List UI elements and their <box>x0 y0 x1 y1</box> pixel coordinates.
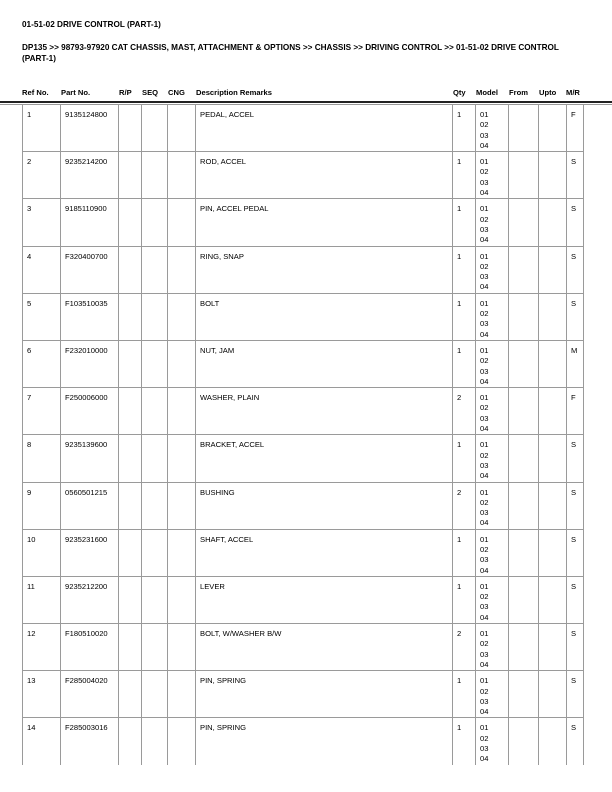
from-cell <box>509 105 539 152</box>
rp-cell <box>119 246 142 293</box>
qty-cell: 1 <box>453 199 476 246</box>
cng-cell <box>168 624 196 671</box>
from-cell <box>509 152 539 199</box>
cng-cell <box>168 105 196 152</box>
model-code: 04 <box>480 140 489 150</box>
header-mr: M/R <box>566 88 580 97</box>
header-upto: Upto <box>539 88 557 97</box>
part-no-cell: 9135124800 <box>61 105 119 152</box>
mr-cell: S <box>567 718 584 765</box>
from-cell <box>509 199 539 246</box>
qty-cell: 1 <box>453 718 476 765</box>
model-code: 03 <box>480 224 489 234</box>
ref-no-cell: 14 <box>23 718 61 765</box>
model-code: 02 <box>480 544 489 554</box>
table-row[interactable] <box>23 435 584 482</box>
ref-no-cell: 9 <box>23 482 61 529</box>
part-no-cell: F250006000 <box>61 388 119 435</box>
model-cell <box>476 435 509 482</box>
qty-cell: 1 <box>453 105 476 152</box>
seq-cell <box>142 105 168 152</box>
header-cng: CNG <box>168 88 185 97</box>
cng-cell <box>168 152 196 199</box>
model-cell <box>476 199 509 246</box>
model-code: 02 <box>480 214 489 224</box>
mr-cell: F <box>567 105 584 152</box>
table-row[interactable] <box>23 340 584 387</box>
model-code: 01 <box>480 298 489 308</box>
mr-cell: S <box>567 152 584 199</box>
model-code: 01 <box>480 676 489 686</box>
from-cell <box>509 435 539 482</box>
ref-no-cell: 1 <box>23 105 61 152</box>
model-code: 02 <box>480 733 489 743</box>
upto-cell <box>539 435 567 482</box>
ref-no-cell: 10 <box>23 529 61 576</box>
model-cell <box>476 105 509 152</box>
description-cell: WASHER, PLAIN <box>196 388 453 435</box>
model-code: 04 <box>480 659 489 669</box>
model-code: 04 <box>480 376 489 386</box>
mr-cell: S <box>567 529 584 576</box>
model-code: 04 <box>480 424 489 434</box>
description-cell: BOLT <box>196 293 453 340</box>
description-cell: PIN, SPRING <box>196 671 453 718</box>
rp-cell <box>119 718 142 765</box>
cng-cell <box>168 671 196 718</box>
seq-cell <box>142 482 168 529</box>
part-no-cell: F232010000 <box>61 340 119 387</box>
part-no-cell: F285004020 <box>61 671 119 718</box>
header-ref-no: Ref No. <box>22 88 49 97</box>
model-code: 01 <box>480 629 489 639</box>
mr-cell: M <box>567 340 584 387</box>
rp-cell <box>119 435 142 482</box>
model-code: 02 <box>480 592 489 602</box>
from-cell <box>509 340 539 387</box>
upto-cell <box>539 388 567 435</box>
model-code: 01 <box>480 581 489 591</box>
model-code: 04 <box>480 754 489 764</box>
model-code: 04 <box>480 329 489 339</box>
upto-cell <box>539 529 567 576</box>
qty-cell: 1 <box>453 152 476 199</box>
seq-cell <box>142 529 168 576</box>
upto-cell <box>539 624 567 671</box>
rp-cell <box>119 152 142 199</box>
model-code: 03 <box>480 366 489 376</box>
model-cell <box>476 576 509 623</box>
model-code: 03 <box>480 508 489 518</box>
ref-no-cell: 5 <box>23 293 61 340</box>
description-cell: PIN, ACCEL PEDAL <box>196 199 453 246</box>
model-cell <box>476 482 509 529</box>
model-code: 02 <box>480 639 489 649</box>
ref-no-cell: 8 <box>23 435 61 482</box>
cng-cell <box>168 576 196 623</box>
seq-cell <box>142 435 168 482</box>
upto-cell <box>539 340 567 387</box>
description-cell: ROD, ACCEL <box>196 152 453 199</box>
cng-cell <box>168 199 196 246</box>
breadcrumb: DP135 >> 98793-97920 CAT CHASSIS, MAST, ATTACHMENT & OPTIONS >> CHASSIS >> DRIVING CONTROL >> 01-51-02 DRIVE CONTROL (PART-1) <box>22 43 559 63</box>
qty-cell: 1 <box>453 671 476 718</box>
ref-no-cell: 4 <box>23 246 61 293</box>
rp-cell <box>119 293 142 340</box>
seq-cell <box>142 246 168 293</box>
model-cell <box>476 293 509 340</box>
upto-cell <box>539 293 567 340</box>
description-cell: BOLT, W/WASHER B/W <box>196 624 453 671</box>
rp-cell <box>119 671 142 718</box>
cng-cell <box>168 293 196 340</box>
table-header <box>0 88 612 100</box>
mr-cell: S <box>567 671 584 718</box>
table-row[interactable] <box>23 529 584 576</box>
upto-cell <box>539 576 567 623</box>
part-no-cell: 9235212200 <box>61 576 119 623</box>
model-code: 03 <box>480 130 489 140</box>
table-row[interactable] <box>23 482 584 529</box>
model-code: 04 <box>480 518 489 528</box>
model-code: 03 <box>480 319 489 329</box>
mr-cell: S <box>567 576 584 623</box>
from-cell <box>509 624 539 671</box>
upto-cell <box>539 482 567 529</box>
rp-cell <box>119 199 142 246</box>
seq-cell <box>142 718 168 765</box>
part-no-cell: F285003016 <box>61 718 119 765</box>
model-code: 02 <box>480 120 489 130</box>
header-rp: R/P <box>119 88 132 97</box>
part-no-cell: F320400700 <box>61 246 119 293</box>
seq-cell <box>142 293 168 340</box>
from-cell <box>509 482 539 529</box>
seq-cell <box>142 624 168 671</box>
model-cell <box>476 340 509 387</box>
mr-cell: S <box>567 293 584 340</box>
ref-no-cell: 13 <box>23 671 61 718</box>
from-cell <box>509 718 539 765</box>
upto-cell <box>539 671 567 718</box>
description-cell: PEDAL, ACCEL <box>196 105 453 152</box>
qty-cell: 2 <box>453 482 476 529</box>
model-code: 02 <box>480 403 489 413</box>
header-model: Model <box>476 88 498 97</box>
model-code: 01 <box>480 251 489 261</box>
cng-cell <box>168 529 196 576</box>
model-code: 04 <box>480 707 489 717</box>
header-part-no: Part No. <box>61 88 91 97</box>
seq-cell <box>142 671 168 718</box>
mr-cell: S <box>567 624 584 671</box>
description-cell: SHAFT, ACCEL <box>196 529 453 576</box>
model-code: 04 <box>480 188 489 198</box>
from-cell <box>509 388 539 435</box>
part-no-cell: 9235214200 <box>61 152 119 199</box>
part-no-cell: F180510020 <box>61 624 119 671</box>
seq-cell <box>142 576 168 623</box>
description-cell: NUT, JAM <box>196 340 453 387</box>
cng-cell <box>168 435 196 482</box>
table-row[interactable] <box>23 576 584 623</box>
ref-no-cell: 7 <box>23 388 61 435</box>
qty-cell: 1 <box>453 435 476 482</box>
from-cell <box>509 293 539 340</box>
seq-cell <box>142 152 168 199</box>
model-code: 03 <box>480 649 489 659</box>
qty-cell: 2 <box>453 388 476 435</box>
parts-table <box>22 104 584 765</box>
part-no-cell: 9235139600 <box>61 435 119 482</box>
model-cell <box>476 718 509 765</box>
rp-cell <box>119 340 142 387</box>
model-code: 04 <box>480 565 489 575</box>
qty-cell: 2 <box>453 624 476 671</box>
upto-cell <box>539 152 567 199</box>
model-code: 03 <box>480 602 489 612</box>
model-code: 02 <box>480 686 489 696</box>
mr-cell: S <box>567 246 584 293</box>
rp-cell <box>119 576 142 623</box>
ref-no-cell: 11 <box>23 576 61 623</box>
description-cell: BUSHING <box>196 482 453 529</box>
from-cell <box>509 529 539 576</box>
table-row[interactable] <box>23 293 584 340</box>
model-code: 02 <box>480 356 489 366</box>
model-code: 03 <box>480 413 489 423</box>
mr-cell: S <box>567 199 584 246</box>
seq-cell <box>142 199 168 246</box>
description-cell: BRACKET, ACCEL <box>196 435 453 482</box>
seq-cell <box>142 388 168 435</box>
table-row[interactable] <box>23 671 584 718</box>
cng-cell <box>168 718 196 765</box>
header-from: From <box>509 88 528 97</box>
ref-no-cell: 3 <box>23 199 61 246</box>
model-code: 04 <box>480 235 489 245</box>
from-cell <box>509 671 539 718</box>
model-code: 01 <box>480 204 489 214</box>
table-row[interactable] <box>23 199 584 246</box>
ref-no-cell: 6 <box>23 340 61 387</box>
description-cell: PIN, SPRING <box>196 718 453 765</box>
qty-cell: 1 <box>453 529 476 576</box>
qty-cell: 1 <box>453 246 476 293</box>
model-cell <box>476 624 509 671</box>
part-no-cell: 0560501215 <box>61 482 119 529</box>
cng-cell <box>168 388 196 435</box>
model-code: 01 <box>480 393 489 403</box>
header-seq: SEQ <box>142 88 159 97</box>
model-code: 02 <box>480 261 489 271</box>
model-cell <box>476 671 509 718</box>
seq-cell <box>142 340 168 387</box>
model-code: 04 <box>480 282 489 292</box>
mr-cell: S <box>567 482 584 529</box>
model-code: 01 <box>480 723 489 733</box>
part-no-cell: 9185110900 <box>61 199 119 246</box>
upto-cell <box>539 199 567 246</box>
header-qty: Qty <box>453 88 466 97</box>
part-no-cell: 9235231600 <box>61 529 119 576</box>
table-row[interactable] <box>23 388 584 435</box>
table-row[interactable] <box>23 718 584 765</box>
upto-cell <box>539 105 567 152</box>
rp-cell <box>119 482 142 529</box>
cng-cell <box>168 246 196 293</box>
model-code: 04 <box>480 471 489 481</box>
page-title: 01-51-02 DRIVE CONTROL (PART-1) <box>22 20 161 29</box>
table-row[interactable] <box>23 246 584 293</box>
description-cell: RING, SNAP <box>196 246 453 293</box>
header-description: Description Remarks <box>196 88 272 97</box>
model-code: 01 <box>480 534 489 544</box>
upto-cell <box>539 246 567 293</box>
mr-cell: F <box>567 388 584 435</box>
mr-cell: S <box>567 435 584 482</box>
ref-no-cell: 2 <box>23 152 61 199</box>
table-row[interactable] <box>23 105 584 152</box>
model-code: 04 <box>480 612 489 622</box>
model-code: 01 <box>480 345 489 355</box>
rp-cell <box>119 529 142 576</box>
qty-cell: 1 <box>453 340 476 387</box>
model-cell <box>476 246 509 293</box>
model-code: 02 <box>480 167 489 177</box>
rp-cell <box>119 105 142 152</box>
model-cell <box>476 152 509 199</box>
model-code: 03 <box>480 696 489 706</box>
cng-cell <box>168 340 196 387</box>
model-code: 01 <box>480 157 489 167</box>
model-code: 03 <box>480 460 489 470</box>
model-code: 01 <box>480 110 489 119</box>
rp-cell <box>119 388 142 435</box>
qty-cell: 1 <box>453 576 476 623</box>
from-cell <box>509 246 539 293</box>
model-cell <box>476 529 509 576</box>
rp-cell <box>119 624 142 671</box>
model-code: 01 <box>480 487 489 497</box>
table-row[interactable] <box>23 624 584 671</box>
model-code: 03 <box>480 555 489 565</box>
from-cell <box>509 576 539 623</box>
model-code: 03 <box>480 177 489 187</box>
upto-cell <box>539 718 567 765</box>
model-code: 03 <box>480 272 489 282</box>
model-code: 02 <box>480 309 489 319</box>
model-code: 01 <box>480 440 489 450</box>
model-code: 02 <box>480 450 489 460</box>
qty-cell: 1 <box>453 293 476 340</box>
model-code: 03 <box>480 744 489 754</box>
model-cell <box>476 388 509 435</box>
model-code: 02 <box>480 497 489 507</box>
table-row[interactable] <box>23 152 584 199</box>
ref-no-cell: 12 <box>23 624 61 671</box>
cng-cell <box>168 482 196 529</box>
description-cell: LEVER <box>196 576 453 623</box>
part-no-cell: F103510035 <box>61 293 119 340</box>
